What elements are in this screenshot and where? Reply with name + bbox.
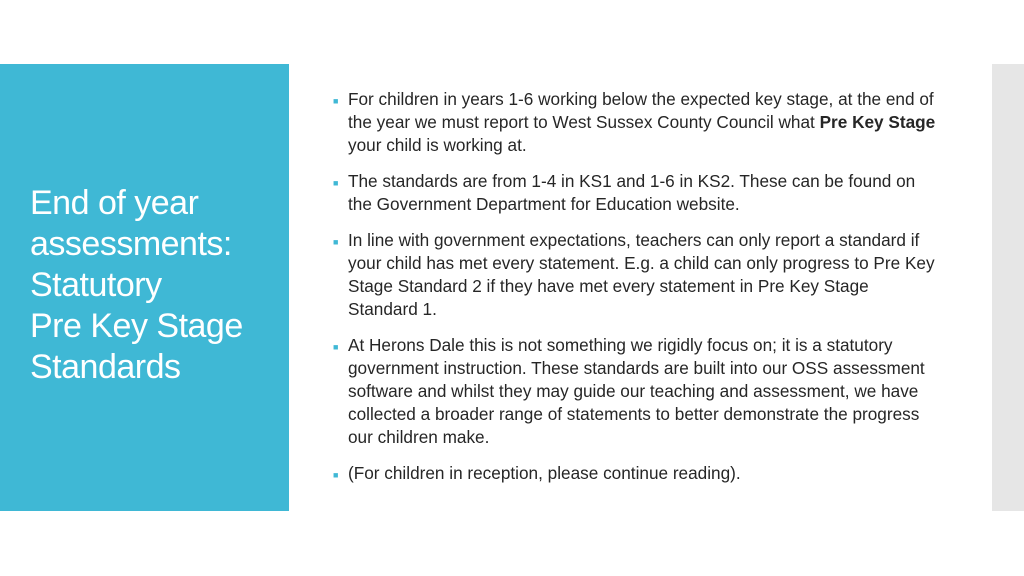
title-line: Standards	[30, 348, 181, 386]
bullet-text-part: For children in years 1-6 working below the expected key stage, at the end of the year we must report to West Sussex County Council what	[348, 89, 934, 132]
title-line: Statutory	[30, 266, 162, 304]
square-bullet-icon: ■	[333, 96, 339, 106]
bullet-item	[330, 88, 940, 157]
bullet-text-bold: Pre Key Stage	[819, 112, 936, 132]
bullet-text	[348, 88, 940, 157]
square-bullet-icon: ■	[333, 470, 339, 480]
bullet-text: At Herons Dale this is not something we rigidly focus on; it is a statutory government instruction. These standards are built into our OSS assessment software and whilst they may guide our teaching and assessment, we have collected a broader range of statements to better demonstrate the progress our children make.	[348, 335, 925, 447]
bullet-item	[330, 334, 940, 449]
bullet-text: (For children in reception, please continue reading).	[348, 463, 741, 483]
slide-title	[30, 183, 280, 388]
bullet-text-part: your child is working at.	[348, 135, 527, 155]
title-line: Pre Key Stage	[30, 307, 243, 345]
title-line: assessments:	[30, 225, 232, 263]
bullet-item	[330, 229, 940, 321]
scrollbar-strip	[992, 64, 1024, 511]
title-line: End of year	[30, 184, 199, 222]
square-bullet-icon: ■	[333, 178, 339, 188]
bullet-list	[330, 88, 940, 485]
square-bullet-icon: ■	[333, 237, 339, 247]
bullet-text: The standards are from 1-4 in KS1 and 1-6 in KS2. These can be found on the Government Department for Education website.	[348, 171, 916, 214]
bullet-text: In line with government expectations, teachers can only report a standard if your child has met every statement. E.g. a child can only progress to Pre Key Stage Standard 2 if they have met every statement in Pre Key Stage Standard 1.	[348, 230, 935, 319]
bullet-item	[330, 462, 940, 485]
content-area	[330, 88, 940, 498]
square-bullet-icon: ■	[333, 342, 339, 352]
bullet-item	[330, 170, 940, 216]
